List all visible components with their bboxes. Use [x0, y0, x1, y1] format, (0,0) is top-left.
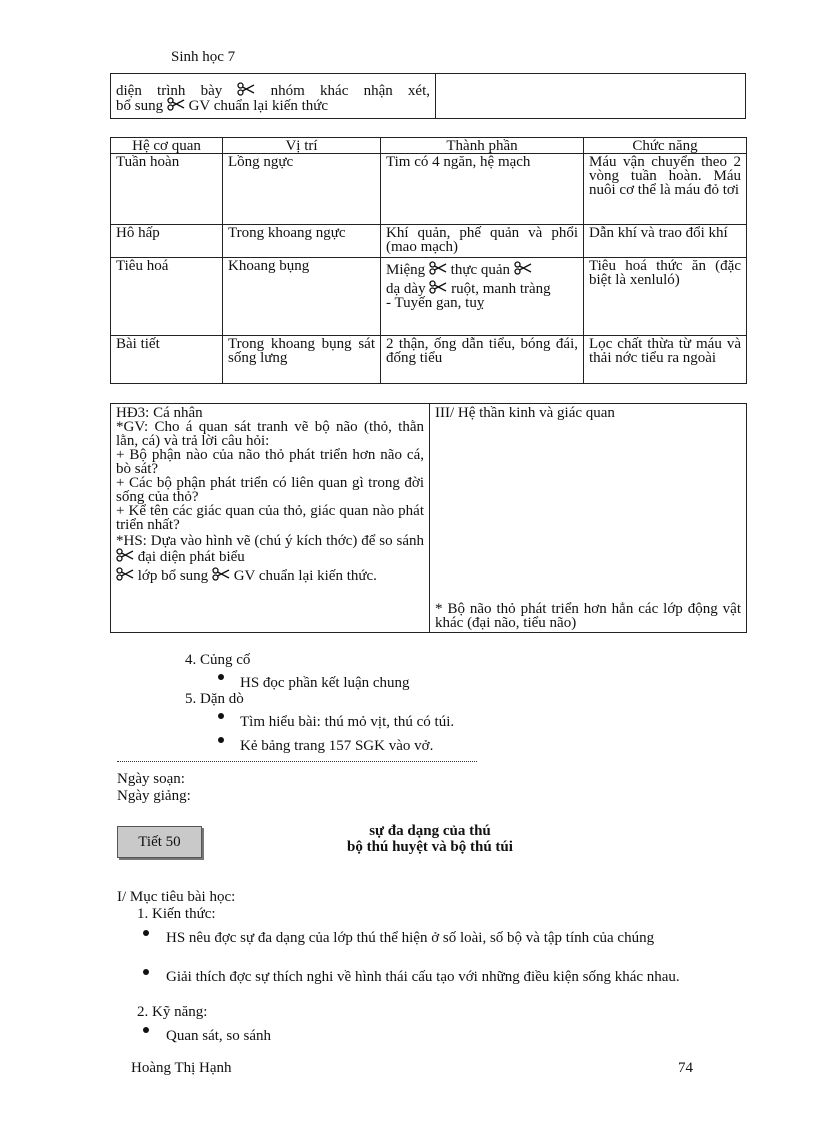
activity-table: [110, 403, 747, 633]
col-header-parts: Thành phần: [381, 138, 584, 154]
footer-page-number: 74: [678, 1060, 693, 1076]
scissors-icon: [116, 548, 134, 562]
col-header-position: Vị trí: [223, 138, 381, 154]
top-table: [110, 73, 746, 119]
bullet-icon: [218, 674, 224, 680]
table-row: [111, 336, 747, 384]
activity-heading: HĐ3: Cá nhân: [116, 405, 203, 421]
date-prepared: Ngày soạn:: [117, 771, 185, 787]
scissors-icon: [116, 567, 134, 581]
parts-stomach: dạ dày: [386, 281, 426, 297]
skills-item-1: Quan sát, so sánh: [166, 1028, 271, 1044]
cell-parts: 2 thận, ống dẫn tiểu, bóng đái, đống tiểu: [381, 336, 584, 384]
cell-parts: Khí quản, phế quản và phổi (mao mạch): [381, 225, 584, 258]
footer-author: Hoàng Thị Hạnh: [131, 1060, 232, 1076]
lesson-number-box: Tiết 50: [117, 826, 202, 858]
scissors-icon: [237, 82, 255, 96]
scissors-icon: [212, 567, 230, 581]
parts-glands: - Tuyến gan, tuỵ: [386, 295, 485, 311]
parts-mouth: Miệng: [386, 262, 426, 278]
skills-heading: 2. Kỹ năng:: [137, 1004, 208, 1020]
activity-conclusion: * Bộ não thỏ phát triển hơn hẳn các lớp động vật khác (đại não, tiểu não): [435, 601, 741, 631]
bullet-icon: [143, 1027, 149, 1033]
top-line1-b: nhóm khác nhận xét,: [270, 83, 431, 99]
table-row: [111, 258, 747, 336]
col-header-function: Chức năng: [584, 138, 747, 154]
objectives-heading: I/ Mục tiêu bài học:: [117, 889, 236, 905]
bullet-icon: [143, 930, 149, 936]
cell-position: Lồng ngực: [223, 154, 381, 225]
lesson-title-line-2: bộ thú huyệt và bộ thú túi: [347, 839, 513, 855]
activity-hs-instruction: *HS: Dựa vào hình vẽ (chú ý kích thớc) để so sánh: [116, 533, 424, 549]
activity-right-cell: [430, 404, 747, 633]
step-5-heading: 5. Dặn dò: [185, 691, 244, 707]
cell-function: Máu vận chuyển theo 2 vòng tuần hoàn. Máu nuôi cơ thể là máu đỏ tơi: [584, 154, 747, 225]
knowledge-heading: 1. Kiến thức:: [137, 906, 216, 922]
scissors-icon: [514, 261, 532, 275]
knowledge-item-1: HS nêu đợc sự đa dạng của lớp thú thể hiện ở số loài, số bộ và tập tính của chúng: [166, 930, 655, 946]
parts-esophagus: thực quản: [450, 262, 511, 278]
step-4-heading: 4. Củng cố: [185, 652, 251, 668]
cell-system: Tiêu hoá: [111, 258, 223, 336]
top-line1-a: diện trình bày: [116, 83, 223, 99]
scissors-icon: [167, 97, 185, 111]
cell-parts: [381, 258, 584, 336]
step-5-item-2: Kẻ bảng trang 157 SGK vào vở.: [240, 738, 434, 754]
cell-system: Bài tiết: [111, 336, 223, 384]
col-header-system: Hệ cơ quan: [111, 138, 223, 154]
dotted-separator: [117, 761, 477, 763]
cell-position: Khoang bụng: [223, 258, 381, 336]
activity-gv-instruction: *GV: Cho á quan sát tranh vẽ bộ não (thỏ, thằn lằn, cá) và trả lời câu hỏi:: [116, 419, 424, 449]
top-table-left-cell: [111, 74, 436, 119]
activity-gv-conclude: GV chuẩn lại kiến thức.: [233, 568, 377, 584]
activity-hs-present: đại diện phát biểu: [137, 549, 245, 565]
scissors-icon: [429, 261, 447, 275]
activity-question-2: + Các bộ phận phát triển có liên quan gì trong đời sống của thỏ?: [116, 475, 424, 505]
activity-class-add: lớp bổ sung: [137, 568, 209, 584]
organ-table: [110, 137, 747, 384]
scissors-icon: [429, 280, 447, 294]
activity-question-3: + Kể tên các giác quan của thỏ, giác quan nào phát triển nhất?: [116, 503, 424, 533]
table-row: [111, 154, 747, 225]
cell-function: Tiêu hoá thức ăn (đặc biệt là xenluló): [584, 258, 747, 336]
activity-left-cell: [111, 404, 430, 633]
cell-parts: Tim có 4 ngăn, hệ mạch: [381, 154, 584, 225]
lesson-title-line-1: sự đa dạng của thú: [369, 823, 491, 839]
step-5-item-1: Tìm hiểu bài: thú mỏ vịt, thú có túi.: [240, 714, 455, 730]
bullet-icon: [218, 737, 224, 743]
table-row: [111, 225, 747, 258]
cell-position: Trong khoang ngực: [223, 225, 381, 258]
page-header-subject: Sinh học 7: [171, 49, 236, 65]
step-4-item: HS đọc phần kết luận chung: [240, 675, 410, 691]
activity-right-heading: III/ Hệ thần kinh và giác quan: [435, 405, 615, 421]
lesson-title: [280, 823, 580, 855]
top-table-right-cell: [436, 74, 746, 119]
activity-question-1: + Bộ phận nào của não thỏ phát triển hơn não cá, bò sát?: [116, 447, 424, 477]
top-line2-a: bổ sung: [116, 98, 164, 114]
cell-function: Dẫn khí và trao đổi khí: [584, 225, 747, 258]
parts-intestine: ruột, manh tràng: [451, 281, 551, 297]
cell-function: Lọc chất thừa từ máu và thải nớc tiểu ra ngoài: [584, 336, 747, 384]
bullet-icon: [218, 713, 224, 719]
top-line2-b: GV chuẩn lại kiến thức: [188, 98, 329, 114]
cell-system: Hô hấp: [111, 225, 223, 258]
knowledge-item-2: Giải thích đợc sự thích nghi về hình thái cấu tạo với những điều kiện sống khác nhau.: [166, 969, 680, 985]
bullet-icon: [143, 969, 149, 975]
date-taught: Ngày giảng:: [117, 788, 191, 804]
cell-position: Trong khoang bụng sát sống lưng: [223, 336, 381, 384]
cell-system: Tuần hoàn: [111, 154, 223, 225]
